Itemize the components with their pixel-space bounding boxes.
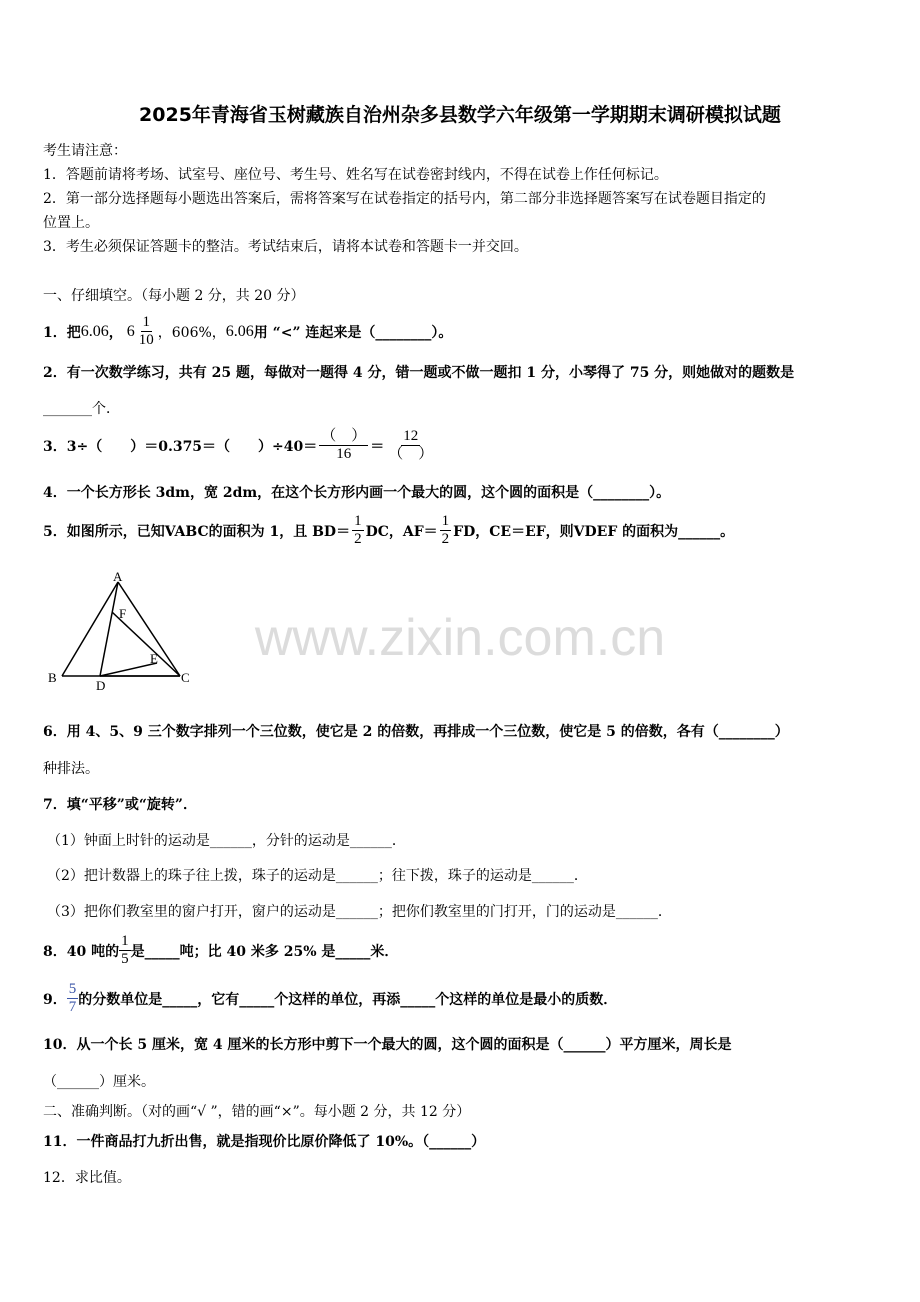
- q5-f1-den: 2: [354, 531, 362, 547]
- q8-f-den: 5: [121, 951, 129, 967]
- q8-f-num: 1: [121, 933, 129, 949]
- question-7-part-3: （3）把你们教室里的窗户打开，窗户的运动是______；把你们教室里的门打开，门的运动是______．: [47, 904, 672, 920]
- q1-fraction: [137, 314, 156, 349]
- q1-mixed-whole: 6: [126, 322, 135, 340]
- q1-suffix: 用 “<” 连起来是（________）。: [253, 324, 453, 341]
- question-9: [43, 981, 617, 1016]
- question-8: [43, 933, 398, 968]
- q5-f2-den: 2: [441, 531, 450, 547]
- q3-text: 3．3÷（ ）＝0.375＝（ ）÷40＝: [43, 438, 318, 455]
- question-6-cont: 种排法。: [43, 761, 99, 777]
- q1-prefix: 1．把: [43, 324, 81, 341]
- label-a: A: [113, 570, 123, 584]
- notice-item-3: 3．考生必须保证答题卡的整洁。考试结束后，请将本试卷和答题卡一并交回。: [43, 239, 528, 255]
- notice-heading: 考生请注意：: [43, 143, 127, 159]
- notice-item-2: 2．第一部分选择题每小题选出答案后，需将答案写在试卷指定的括号内，第二部分非选择题答案写在试卷题目指定的: [43, 191, 766, 207]
- q5-fraction-1: [352, 513, 364, 548]
- q3-fraction-1: [319, 428, 368, 463]
- q3-f2-den: （ ）: [388, 446, 434, 462]
- question-1: [43, 314, 452, 349]
- label-e: E: [150, 651, 158, 666]
- question-5: [43, 513, 734, 548]
- q1-sep: ，: [108, 324, 123, 341]
- q3-fraction-2: [386, 428, 435, 463]
- label-b: B: [48, 670, 57, 685]
- question-11: 11．一件商品打九折出售，就是指现价比原价降低了 10%。（______）: [43, 1134, 486, 1150]
- label-c: C: [181, 670, 190, 685]
- q9-pre: 9．: [43, 991, 67, 1008]
- q1-mid: ，606%，: [157, 324, 226, 341]
- q8-fraction: [119, 933, 131, 968]
- question-2: 2．有一次数学练习，共有 25 题，每做对一题得 4 分，错一题或不做一题扣 1 分，小琴得了 75 分，则她做对的题数是: [43, 365, 795, 381]
- q5-f1-num: 1: [354, 513, 362, 529]
- q8-pre: 8．40 吨的: [43, 943, 120, 960]
- q5-f2-num: 1: [441, 513, 450, 529]
- page-title: 2025年青海省玉树藏族自治州杂多县数学六年级第一学期期末调研模拟试题: [139, 104, 781, 126]
- question-2-cont: _______个．: [43, 401, 120, 417]
- q5-fraction-2: [440, 513, 452, 548]
- label-f: F: [119, 606, 127, 621]
- q9-fraction: [67, 981, 79, 1016]
- q5-mid2: FD，CE＝EF，则VDEF 的面积为______。: [453, 523, 735, 540]
- question-3: [43, 428, 437, 463]
- q1-fraction-den: 10: [138, 332, 154, 348]
- q1-value-a: 6.06: [80, 322, 109, 340]
- watermark: www.zixin.com.cn: [254, 609, 666, 667]
- section-1-heading: 一、仔细填空。（每小题 2 分，共 20 分）: [43, 288, 305, 304]
- question-7: 7．填“平移”或“旋转”．: [43, 797, 197, 813]
- q8-post: 是_____吨；比 40 米多 25% 是_____米．: [130, 943, 399, 960]
- question-10: 10．从一个长 5 厘米，宽 4 厘米的长方形中剪下一个最大的圆，这个圆的面积是（______）平方厘米，周长是: [43, 1037, 732, 1053]
- question-4: 4．一个长方形长 3dm，宽 2dm，在这个长方形内画一个最大的圆，这个圆的面积是（________）。: [43, 485, 671, 501]
- q3-f1-den: 16: [336, 446, 352, 462]
- q5-mid1: DC，AF＝: [365, 523, 438, 540]
- question-7-part-1: （1）钟面上时针的运动是______，分针的运动是______．: [47, 833, 406, 849]
- question-7-part-2: （2）把计数器上的珠子往上拨，珠子的运动是______；往下拨，珠子的运动是______．: [47, 868, 588, 884]
- q1-fraction-num: 1: [142, 314, 150, 330]
- question-6: 6．用 4、5、9 三个数字排列一个三位数，使它是 2 的倍数，再排成一个三位数，使它是 5 的倍数，各有（________）: [43, 724, 789, 740]
- section-2-heading: 二、准确判断。（对的画“√ ”，错的画“×”。每小题 2 分，共 12 分）: [43, 1104, 471, 1120]
- q5-pre: 5．如图所示，已知VABC的面积为 1，且 BD＝: [43, 523, 351, 540]
- q9-f-den: 7: [68, 999, 77, 1015]
- question-10-cont: （______）厘米。: [43, 1074, 155, 1090]
- q3-f2-num: 12: [403, 428, 419, 444]
- question-12: 12．求比值。: [43, 1170, 131, 1186]
- q1-value-c: 6.06: [225, 322, 254, 340]
- q9-f-num: 5: [68, 981, 77, 997]
- notice-item-1: 1．答题前请将考场、试室号、座位号、考生号、姓名写在试卷密封线内，不得在试卷上作任何标记。: [43, 167, 668, 183]
- notice-item-2-cont: 位置上。: [43, 215, 99, 231]
- q3-equals: ＝: [370, 438, 385, 455]
- q9-post: 的分数单位是_____，它有_____个这样的单位，再添_____个这样的单位是最小的质数．: [78, 991, 618, 1008]
- q3-f1-num: （ ）: [321, 428, 367, 444]
- label-d: D: [96, 678, 106, 690]
